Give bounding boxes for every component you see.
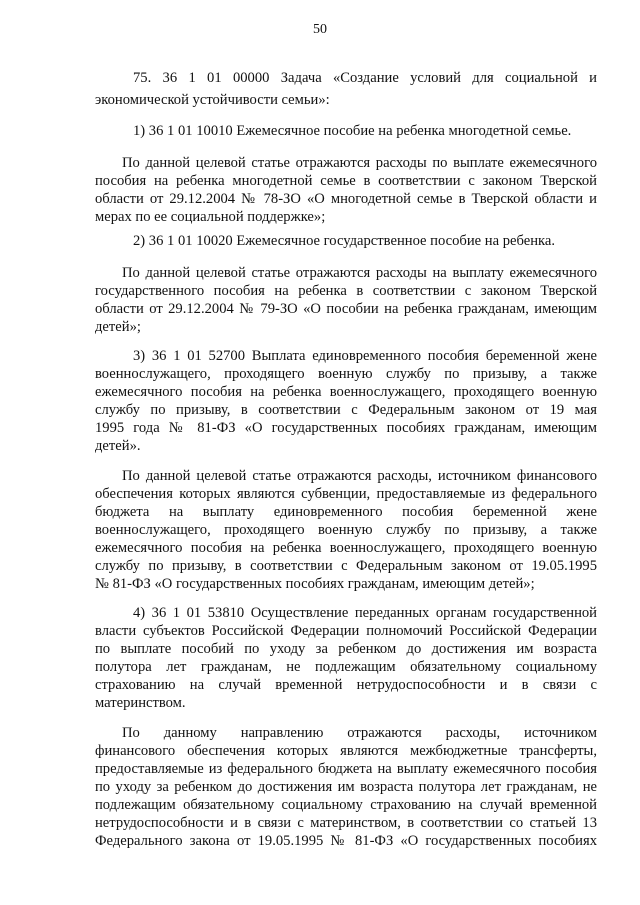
paragraph-line: детей».	[95, 438, 141, 454]
paragraph-line: По данной целевой статье отражаются расходы на выплату ежемесячного	[122, 265, 597, 281]
paragraph-line: мерах по ее социальной поддержке»;	[95, 209, 326, 225]
paragraph-line: ежемесячного пособия на ребенка военнослужащего, проходящего военную	[95, 384, 597, 400]
paragraph-line: по уходу за ребенком до достижения им возраста полутора лет гражданам, не	[95, 779, 597, 795]
paragraph-line: полутора лет гражданам, не подлежащим обязательному социальному	[95, 659, 597, 675]
paragraph-line: области от 29.12.2004 № 78-ЗО «О многодетной семье в Тверской области и	[95, 191, 597, 207]
paragraph-line: военнослужащего, проходящего военную службу по призыву, а также	[95, 366, 597, 382]
paragraph-line: финансового обеспечения которых являются межбюджетные трансферты,	[95, 743, 597, 759]
paragraph-line: № 81-ФЗ «О государственных пособиях гражданам, имеющим детей»;	[95, 576, 535, 592]
paragraph-line: страхованию на случай временной нетрудоспособности и в связи с	[95, 677, 597, 693]
paragraph-line: ежемесячного пособия на ребенка военнослужащего, проходящего военную	[95, 540, 597, 556]
paragraph-line: детей»;	[95, 319, 141, 335]
paragraph-line: подлежащим обязательному социальному страхованию на случай временной	[95, 797, 597, 813]
paragraph-line: 1995 года № 81-ФЗ «О государственных пособиях гражданам, имеющим	[95, 420, 597, 436]
paragraph-line: Федерального закона от 19.05.1995 № 81-ФЗ «О государственных пособиях	[95, 833, 597, 849]
paragraph-line: власти субъектов Российской Федерации полномочий Российской Федерации	[95, 623, 597, 639]
list-item-heading: 4) 36 1 01 53810 Осуществление переданных органам государственной	[133, 605, 597, 621]
paragraph-line: По данной целевой статье отражаются расходы, источником финансового	[122, 468, 597, 484]
paragraph-line: предоставляемые из федерального бюджета на выплату ежемесячного пособия	[95, 761, 597, 777]
paragraph-line: пособия на ребенка многодетной семье в соответствии с законом Тверской	[95, 173, 597, 189]
list-item-heading: 2) 36 1 01 10020 Ежемесячное государственное пособие на ребенка.	[133, 233, 555, 249]
page-number: 50	[313, 22, 327, 37]
paragraph-line: По данному направлению отражаются расходы, источником	[122, 725, 597, 741]
paragraph-line: экономической устойчивости семьи»:	[95, 92, 330, 108]
list-item-heading: 3) 36 1 01 52700 Выплата единовременного пособия беременной жене	[133, 348, 597, 364]
paragraph-line: службу по призыву, в соответствии с Федеральным законом от 19 мая	[95, 402, 597, 418]
list-item-heading: 1) 36 1 01 10010 Ежемесячное пособие на ребенка многодетной семье.	[133, 123, 572, 139]
paragraph-line: военнослужащего, проходящего военную службу по призыву, а также	[95, 522, 597, 538]
paragraph-line: нетрудоспособности и в связи с материнством, в соответствии со статьей 13	[95, 815, 597, 831]
paragraph-line: бюджета на выплату единовременного пособия беременной жене	[95, 504, 597, 520]
paragraph-line: обеспечения которых являются субвенции, предоставляемые из федерального	[95, 486, 597, 502]
paragraph-line: государственного пособия на ребенка в соответствии с законом Тверской	[95, 283, 597, 299]
paragraph-line: 75. 36 1 01 00000 Задача «Создание условий для социальной и	[133, 70, 597, 86]
paragraph-line: по выплате пособий по уходу за ребенком до достижения им возраста	[95, 641, 597, 657]
paragraph-line: службу по призыву, в соответствии с Федеральным законом от 19.05.1995	[95, 558, 597, 574]
paragraph-line: По данной целевой статье отражаются расходы по выплате ежемесячного	[122, 155, 597, 171]
paragraph-line: материнством.	[95, 695, 186, 711]
paragraph-line: области от 29.12.2004 № 79-ЗО «О пособии на ребенка гражданам, имеющим	[95, 301, 597, 317]
